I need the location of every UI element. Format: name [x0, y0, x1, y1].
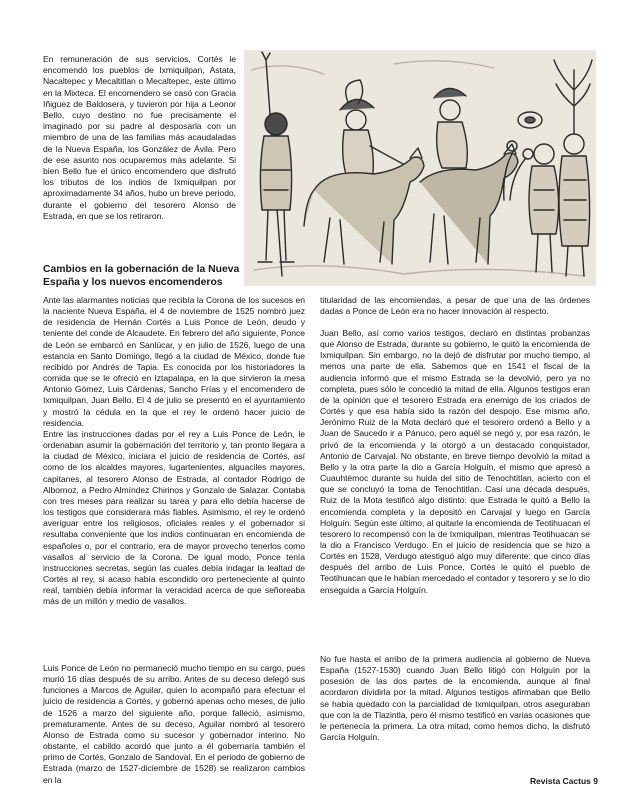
body-paragraph: Luis Ponce de León no permaneció mucho tiempo en su cargo, pues murió 16 días después de su arribo. Antes de su deceso delegó sus funciones a Marcos de Aguilar, quien lo acompañó para efectuar el juicio de residencia a Cortés, y gobernó apenas ocho meses, de julio de 1526 a marzo del siguiente año, porque falleció, asimismo, prematuramente. Antes de su deceso, Aguilar nombró al tesorero Alonso de Estrada como su sucesor y gobernador interino. No obstante, el cabildo acordó que junto a él gobernaría también el primo de Cortés, Gonzalo de Sandoval. En el periodo de gobierno de Estrada (marzo de 1527-diciembre de 1528) se realizaron cambios en la	[43, 663, 305, 785]
body-paragraph: Juan Bello, así como varios testigos, declaró en distintas probanzas que Alonso de Estrada, durante su gobierno, le quitó la encomienda de Ixmiquilpan. Sin embargo, no la dejó de disfrutar por mucho tiempo, al menos una parte de ella. Sabemos que en 1541 el fiscal de la audiencia informó que el mismo Estrada se la devolvió, pero ya no completa, pues sólo le concedió la mitad de ella. Algunos testigos eran de la opinión que el tesorero Estrada era enemigo de los criados de Cortés y que esa había sido la razón del despojo. Ese mismo año, Jerónimo Ruiz de la Mota declaró que el tesorero ordenó a Bello y a Juan de Saucedo ir a Pánuco, pero aquél se negó y, por esa razón, le privó de la encomienda y la otorgó a un destacado conquistador, Antonio de Carvajal. No obstante, en breve tiempo devolvió la mitad a Bello y la otra parte la dio a García Holguín, el mismo que apresó a Cuauhtémoc durante su huida del sitio de Tenochtitlan, acierto con el que se concluyó la toma de Tenochtitlan. Casi una década después, Ruiz de la Mota testificó algo distinto: que Estrada le quitó a Bello la encomienda completa y la depositó en Carvajal y luego en García Holguín. Según este último, al quitarle la encomienda de Teotihuacan el tesorero lo recompensó con la de Ixmiquilpan, mientras Teotihuacan se la dio a Francisco Verdugo. En el juicio de residencia que se hizo a Cortés en 1528, Verdugo atestiguó algo muy diferente: que cinco días después del arribo de Luis Ponce, Cortés le quitó el pueblo de Teotihuacan que le habían mercedado el contador y tesorero y se lo dio enseguida a García Holguín.	[320, 328, 590, 595]
page-footer	[530, 776, 598, 786]
page-number: 9	[593, 776, 598, 786]
magazine-name: Revista Cactus	[529, 776, 591, 786]
body-paragraph: No fue hasta el arribo de la primera audiencia al gobierno de Nueva España (1527-1530) cuando Juan Bello litigó con Holguín por la posesión de las dos partes de la encomienda, aunque al final acordaron dividirla por la mitad. Algunos testigos afirmaban que Bello se había quedado con la parcialidad de Ixmiquilpan, otros aseguraban que con la de Tlazintla, pero él mismo testificó en varias ocasiones que le pertenecía la primera. La otra mitad, como hemos dicho, la disfrutó García Holguín.	[320, 654, 590, 743]
body-paragraph: titularidad de las encomiendas, a pesar de que una de las órdenes dadas a Ponce de León era no hacer innovación al respecto.	[320, 295, 590, 317]
codex-illustration-icon	[244, 50, 596, 286]
intro-paragraph: En remuneración de sus servicios, Cortés le encomendó los pueblos de Ixmiquilpan, Astata, Nacaltepec y Mecaltitlan o Mecaltepec, este último en la Mixteca. El encomendero se casó con Gracia Iñiguez de Baldosera, y tuvieron por hija a Leonor Bello, cuyo destino no fue precisamente el imaginado por su padre al desposarla con un miembro de una de las familias más acaudaladas de la Nueva España, los González de Ávila. Pero de ese asunto nos ocuparemos más adelante. Si bien Bello fue el único encomendero que disfrutó los tributos de los indios de Ixmiquilpan por aproximadamente 34 años, hubo un breve periodo, durante el gobierno del tesorero Alonso de Estrada, en que se los retiraron.	[43, 54, 236, 221]
section-heading: Cambios en la gobernación de la Nueva España y los nuevos encomenderos	[43, 264, 240, 288]
body-paragraph: Entre las instrucciones dadas por el rey a Luis Ponce de León, le ordenaban asumir la gobernación del territorio y, tan pronto llegara a la ciudad de México, iniciara el juicio de residencia de Cortés, así como de los alcaldes mayores, lugartenientes, alguaciles mayores, capitanes, al tesorero Alonso de Estrada, al contador Rodrigo de Albornoz, a Pedro Almíndez Chirinos y Gonzalo de Salazar. Contaba con tres meses para realizar su tarea y para ello debía hacerse de los testigos que considerara más fiables. Asimismo, el rey le ordenó averiguar entre los religiosos, oficiales reales y el gobernador si resultaba conveniente que los indios continuaran en encomienda de españoles o, por el contrario, era de mayor provecho tenerlos como vasallos al servicio de la Corona. De igual modo, Ponce tenía instrucciones secretas, según las cuales debía indagar la lealtad de Cortés al rey, si acaso había escondido oro perteneciente al quinto real, también debía informar la veracidad acerca de que señoreaba más de un millón y medio de vasallos.	[43, 429, 305, 607]
body-paragraph: Ante las alarmantes noticias que recibía la Corona de los sucesos en la naciente Nueva España, el 4 de noviembre de 1525 nombró juez de residencia de Hernán Cortés a Luis Ponce de León, deudo y teniente del conde de Alcaudete. En febrero del año siguiente, Ponce de León se embarcó en Sanlúcar, y en julio de 1526, luego de una estancia en Santo Domingo, llegó a la ciudad de México, donde fue recibido por Andrés de Tapia. Es conocida por los historiadores la comida que se le ofreció en Iztapalapa, en la que sirvieron la mesa Antonio Gómez, Luis Cárdenas, Sancho Frías y el encomendero de Ixmiquilpan, Juan Bello. El 4 de julio se presentó en el ayuntamiento y mostró la cédula en la que el rey le ordenó hacer juicio de residencia.	[43, 295, 305, 428]
